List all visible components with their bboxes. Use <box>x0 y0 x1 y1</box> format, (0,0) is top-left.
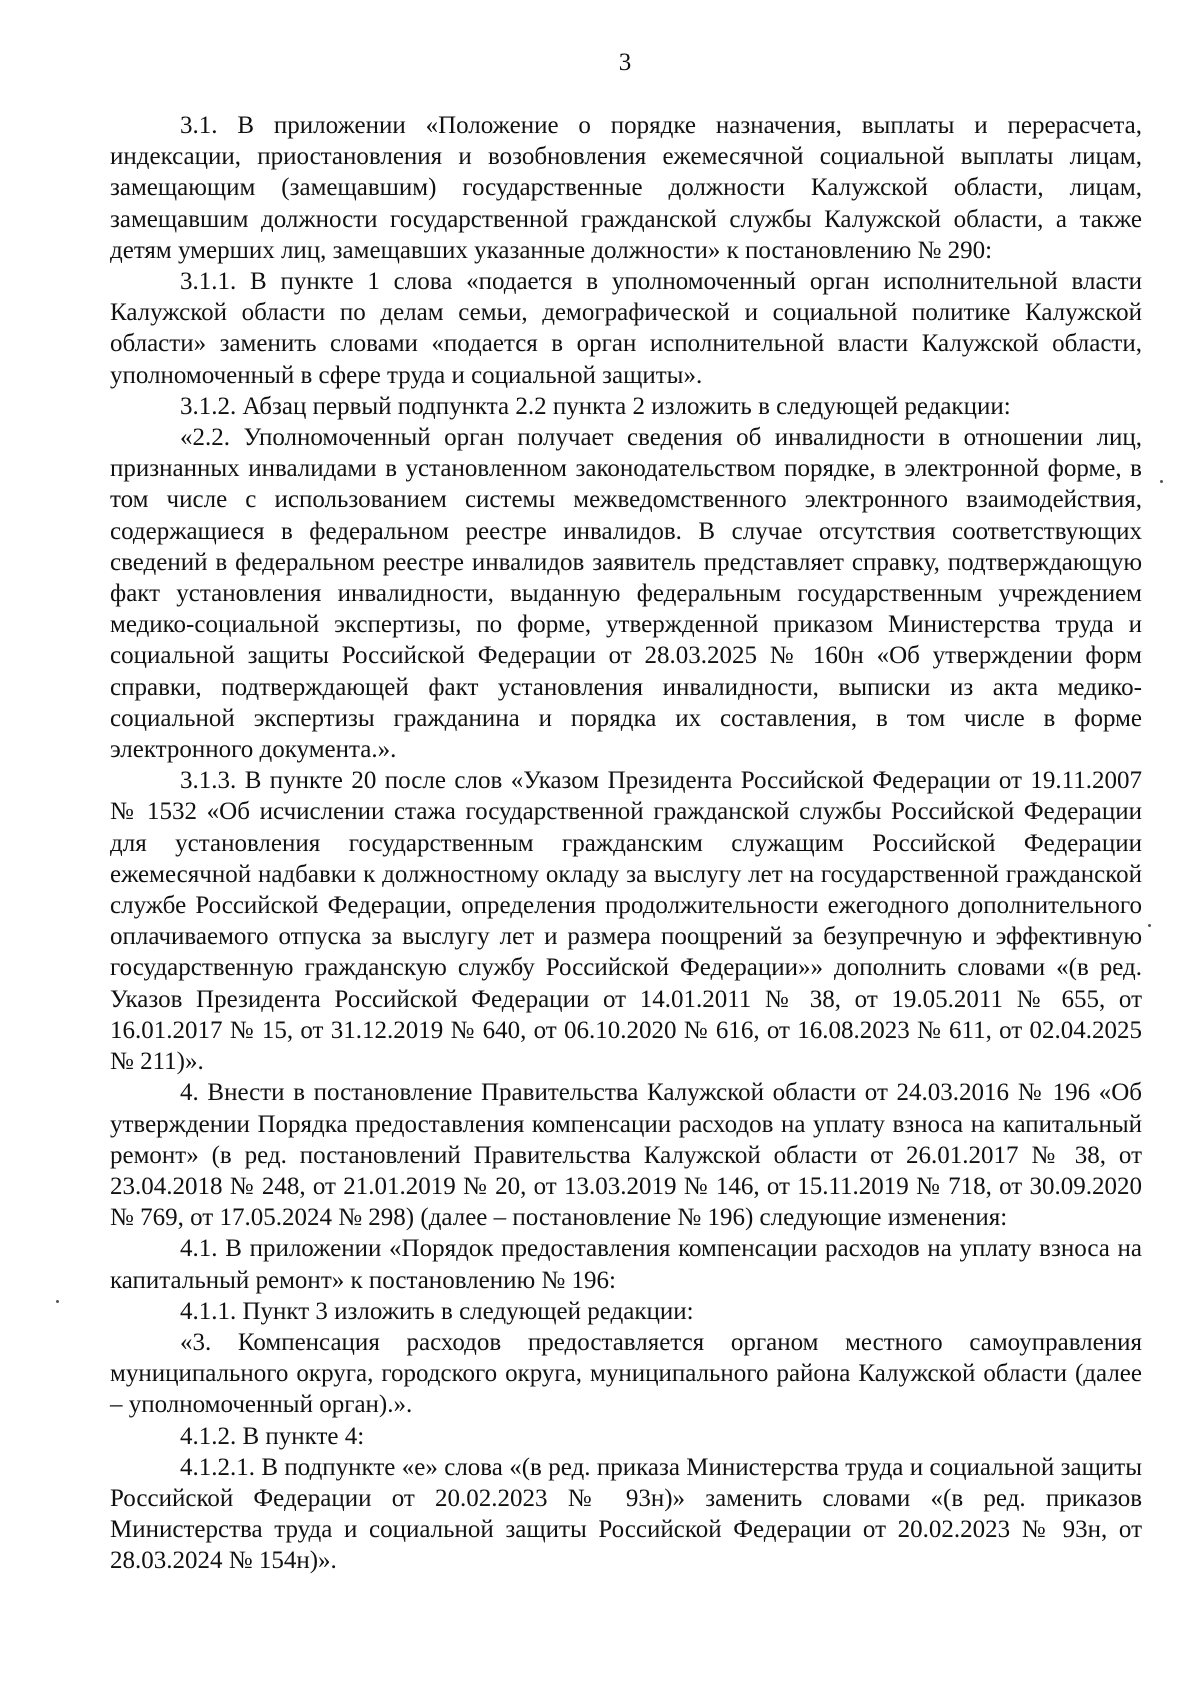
paragraph-4-1: 4.1. В приложении «Порядок предоставления компенсации расходов на уплату взноса на капитальный ремонт» к постановлению № 196: <box>110 1235 1142 1294</box>
paragraph-3-1-3: 3.1.3. В пункте 20 после слов «Указом Президента Российской Федерации от 19.11.2007 № 1532 «Об исчислении стажа государственной гражданской службы Российской Федерации для установления государственным гражданским служащим Российской Федерации ежемесячной надбавки к должностному окладу за выслугу лет на государственной гражданской службе Российской Федерации, определения продолжительности ежегодного дополнительного оплачиваемого отпуска за выслугу лет и размера поощрений за безупречную и эффективную государственную гражданскую службу Российской Федерации»» дополнить словами «(в ред. Указов Президента Российской Федерации от 14.01.2011 № 38, от 19.05.2011 № 655, от 16.01.2017 № 15, от 31.12.2019 № 640, от 06.10.2020 № 616, от 16.08.2023 № 611, от 02.04.2025 № 211)». <box>110 767 1142 1076</box>
document-body <box>110 110 1142 1577</box>
page-number: 3 <box>618 49 632 76</box>
paragraph-4-1-1: 4.1.1. Пункт 3 изложить в следующей редакции: <box>180 1297 694 1325</box>
paragraph-3-1-2: 3.1.2. Абзац первый подпункта 2.2 пункта 2 изложить в следующей редакции: <box>180 392 1011 420</box>
paragraph-4-1-2: 4.1.2. В пункте 4: <box>180 1422 365 1450</box>
paragraph-3-1: 3.1. В приложении «Положение о порядке назначения, выплаты и перерасчета, индексации, приостановления и возобновления ежемесячной социальной выплаты лицам, замещающим (замещавшим) государственные должности Калужской области, лицам, замещавшим должности государственной гражданской службы Калужской области, а также детям умерших лиц, замещавших указанные должности» к постановлению № 290: <box>110 112 1142 264</box>
paragraph-3-quote: «3. Компенсация расходов предоставляется органом местного самоуправления муниципального округа, городского округа, муниципального района Калужской области (далее – уполномоченный орган).». <box>110 1328 1142 1419</box>
scan-speck <box>1148 924 1151 927</box>
paragraph-4-1-2-1: 4.1.2.1. В подпункте «е» слова «(в ред. приказа Министерства труда и социальной защиты Российской Федерации от 20.02.2023 № 93н)» заменить словами «(в ред. приказов Министерства труда и социальной защиты Российской Федерации от 20.02.2023 № 93н, от 28.03.2024 № 154н)». <box>110 1453 1142 1575</box>
paragraph-3-1-1: 3.1.1. В пункте 1 слова «подается в уполномоченный орган исполнительной власти Калужской области по делам семьи, демографической и социальной политике Калужской области» заменить словами «подается в орган исполнительной власти Калужской области, уполномоченный в сфере труда и социальной защиты». <box>110 268 1142 389</box>
paragraph-2-2-quote: «2.2. Уполномоченный орган получает сведения об инвалидности в отношении лиц, признанных инвалидами в установленном законодательством порядке, в электронной форме, в том числе с использованием системы межведомственного электронного взаимодействия, содержащиеся в федеральном реестре инвалидов. В случае отсутствия соответствующих сведений в федеральном реестре инвалидов заявитель представляет справку, подтверждающую факт установления инвалидности, выданную федеральным государственным учреждением медико-социальной экспертизы, по форме, утвержденной приказом Министерства труда и социальной защиты Российской Федерации от 28.03.2025 № 160н «Об утверждении форм справки, подтверждающей факт установления инвалидности, выписки из акта медико-социальной экспертизы гражданина и порядка их составления, в том числе в форме электронного документа.». <box>110 424 1142 764</box>
paragraph-4: 4. Внести в постановление Правительства Калужской области от 24.03.2016 № 196 «Об утверждении Порядка предоставления компенсации расходов на уплату взноса на капитальный ремонт» (в ред. постановлений Правительства Калужской области от 26.01.2017 № 38, от 23.04.2018 № 248, от 21.01.2019 № 20, от 13.03.2019 № 146, от 15.11.2019 № 718, от 30.09.2020 № 769, от 17.05.2024 № 298) (далее – постановление № 196) следующие изменения: <box>110 1079 1142 1232</box>
scan-speck <box>1160 480 1163 483</box>
scan-speck <box>56 1300 59 1303</box>
